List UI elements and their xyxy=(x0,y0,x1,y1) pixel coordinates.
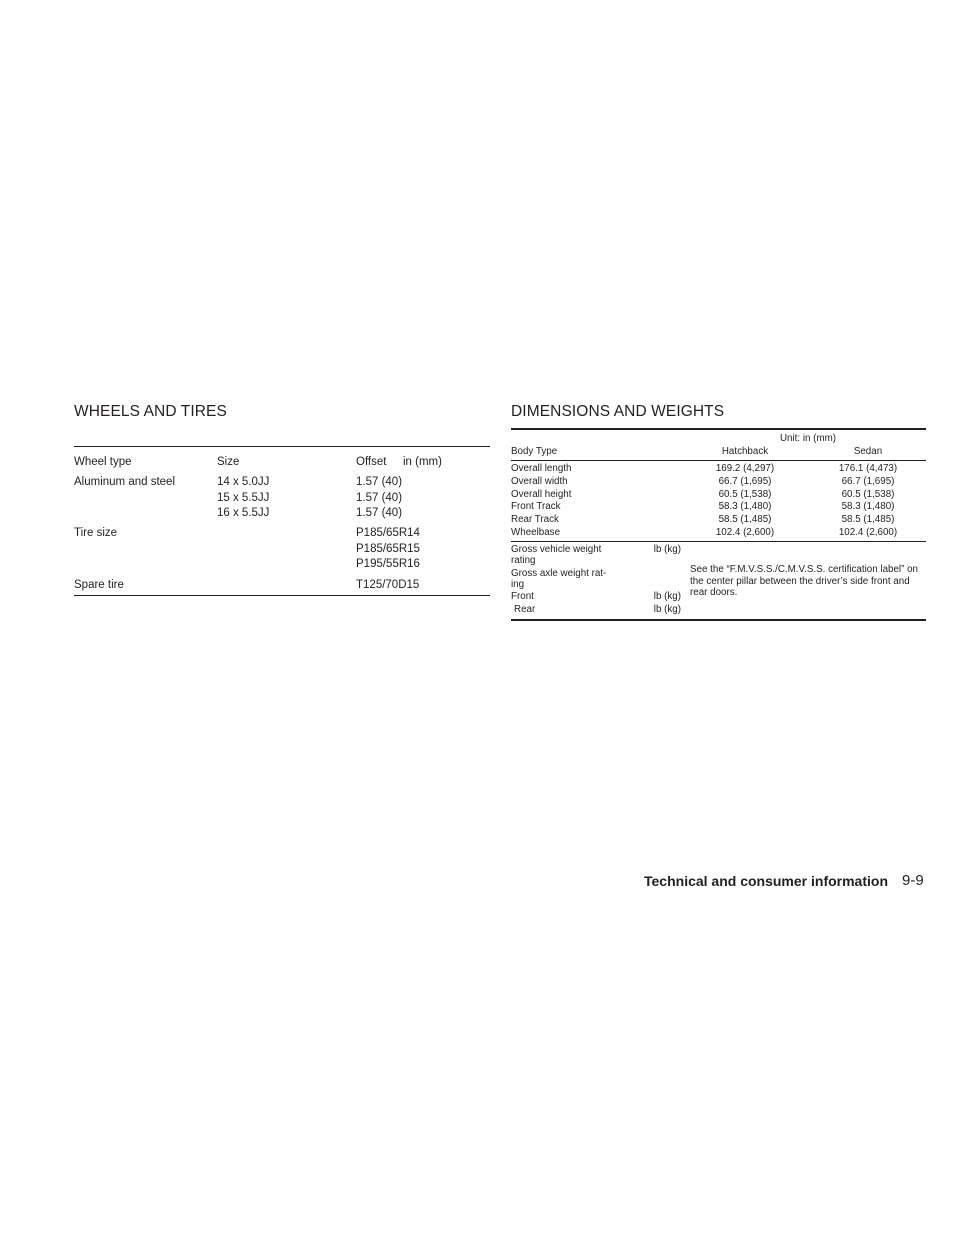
footer-section-title: Technical and consumer information xyxy=(644,873,889,889)
wheels-table-top-rule xyxy=(74,446,490,447)
gaw-label-cont: ing xyxy=(511,579,525,590)
header-hatchback: Hatchback xyxy=(721,446,769,457)
wheel-offset: 1.57 (40) xyxy=(356,507,403,519)
dims-weights-divider xyxy=(511,541,926,542)
dim-sedan-value: 58.3 (1,480) xyxy=(841,501,895,512)
front-axle-unit: lb (kg) xyxy=(653,591,681,602)
spare-tire-label: Spare tire xyxy=(74,579,124,591)
dim-sedan-value: 60.5 (1,538) xyxy=(841,489,895,500)
dim-sedan-value: 176.1 (4,473) xyxy=(838,463,898,474)
tire-size-value: P185/65R15 xyxy=(356,543,420,555)
dim-sedan-value: 66.7 (1,695) xyxy=(841,476,895,487)
tire-size-value: P195/55R16 xyxy=(356,558,420,570)
gvw-label: Gross vehicle weight xyxy=(511,544,602,555)
dim-hatchback-value: 58.3 (1,480) xyxy=(718,501,772,512)
header-sedan: Sedan xyxy=(853,446,883,457)
front-axle-label: Front xyxy=(511,591,534,602)
gaw-label: Gross axle weight rat- xyxy=(511,568,607,579)
rear-axle-label: Rear xyxy=(514,604,536,615)
header-size: Size xyxy=(217,456,240,468)
tire-size-label: Tire size xyxy=(74,527,118,539)
dims-table-top-rule xyxy=(511,428,926,430)
header-wheel-type: Wheel type xyxy=(74,456,132,468)
wheel-size: 16 x 5.5JJ xyxy=(217,507,270,519)
tire-size-value: P185/65R14 xyxy=(356,527,420,539)
dim-label: Rear Track xyxy=(511,514,559,525)
header-offset-unit: in (mm) xyxy=(403,456,442,468)
wheel-size: 14 x 5.0JJ xyxy=(217,476,270,488)
dim-label: Front Track xyxy=(511,501,561,512)
gvw-unit: lb (kg) xyxy=(653,544,681,555)
dim-hatchback-value: 60.5 (1,538) xyxy=(718,489,772,500)
spare-tire-value: T125/70D15 xyxy=(356,579,420,591)
wheel-type-label: Aluminum and steel xyxy=(74,476,175,488)
gvw-label-cont: rating xyxy=(511,555,536,566)
dim-label: Overall width xyxy=(511,476,568,487)
wheel-offset: 1.57 (40) xyxy=(356,476,403,488)
wheel-offset: 1.57 (40) xyxy=(356,492,403,504)
dims-section-title: DIMENSIONS AND WEIGHTS xyxy=(511,403,725,420)
certification-label-note: See the “F.M.V.S.S./C.M.V.S.S. certification label” on the center pillar between the driver’s side front and rear doors. xyxy=(690,564,918,598)
wheels-table-bottom-rule xyxy=(74,595,490,596)
dims-header-rule xyxy=(511,460,926,461)
header-offset: Offset xyxy=(356,456,387,468)
dim-hatchback-value: 169.2 (4,297) xyxy=(715,463,775,474)
dim-hatchback-value: 102.4 (2,600) xyxy=(715,527,775,538)
dim-sedan-value: 102.4 (2,600) xyxy=(838,527,898,538)
dim-label: Wheelbase xyxy=(511,527,561,538)
dim-hatchback-value: 66.7 (1,695) xyxy=(718,476,772,487)
dims-unit-note: Unit: in (mm) xyxy=(779,433,837,444)
rear-axle-unit: lb (kg) xyxy=(653,604,681,615)
dim-hatchback-value: 58.5 (1,485) xyxy=(718,514,772,525)
footer-page-number: 9-9 xyxy=(902,872,924,889)
dim-sedan-value: 58.5 (1,485) xyxy=(841,514,895,525)
header-body-type: Body Type xyxy=(511,446,558,457)
dim-label: Overall height xyxy=(511,489,572,500)
dims-table-bottom-rule xyxy=(511,619,926,621)
dim-label: Overall length xyxy=(511,463,572,474)
wheel-size: 15 x 5.5JJ xyxy=(217,492,270,504)
wheels-section-title: WHEELS AND TIRES xyxy=(74,403,227,420)
